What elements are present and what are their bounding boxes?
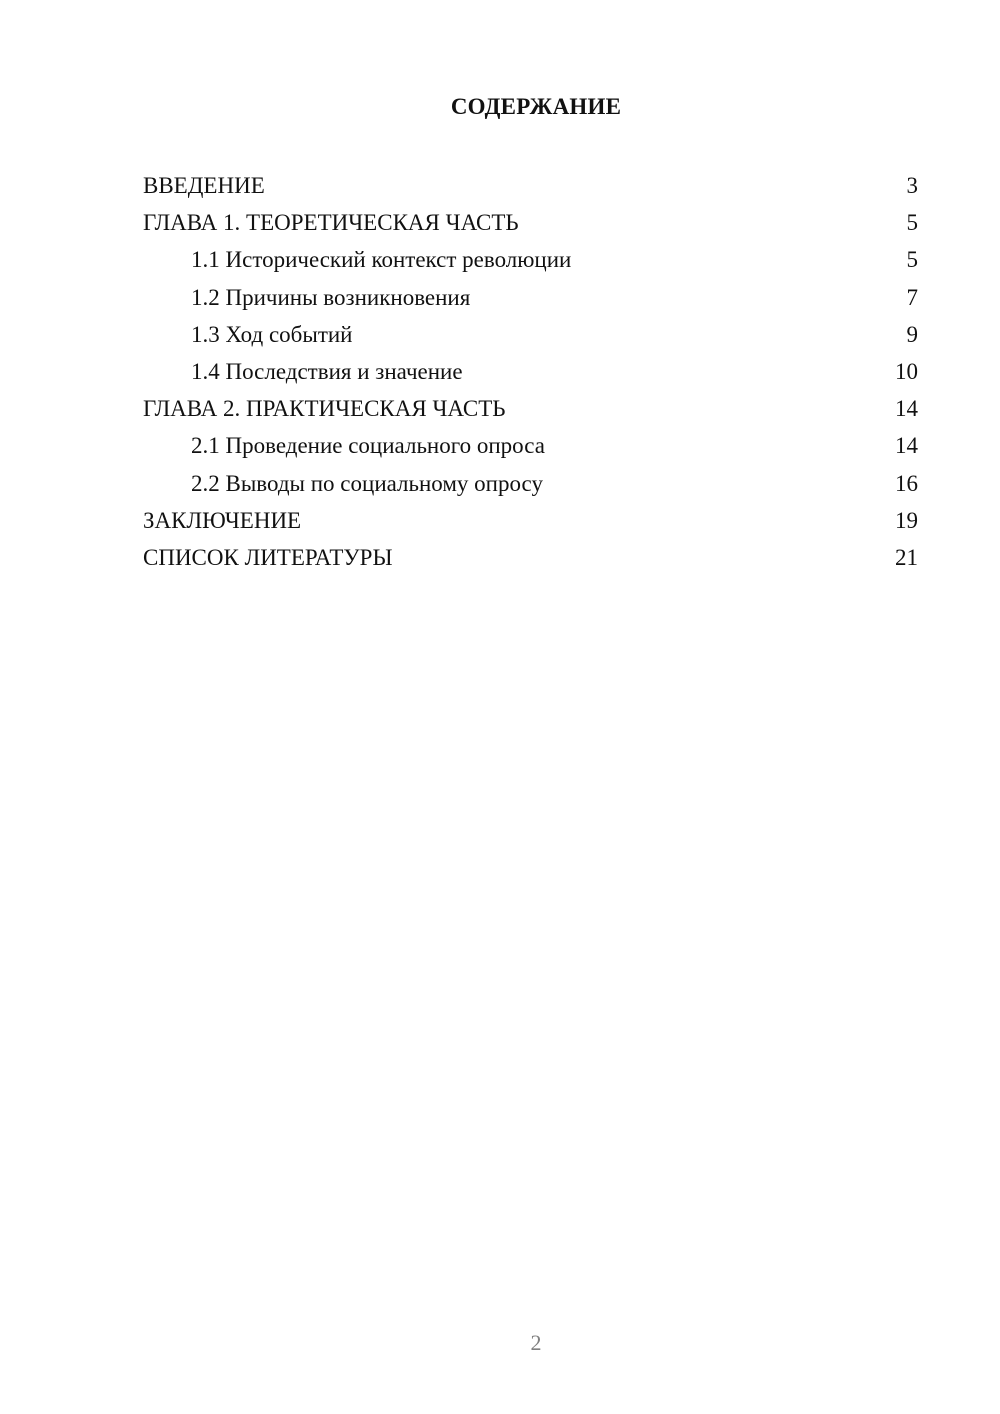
toc-entry-section-2-1 — [143, 427, 918, 464]
toc-title: СОДЕРЖАНИЕ — [450, 94, 622, 119]
toc-entry-page: 19 — [895, 507, 918, 533]
toc-entry-conclusion — [143, 502, 918, 539]
toc-entry-label: 1.2 Причины возникновения — [191, 284, 471, 310]
toc-entry-bibliography — [143, 539, 918, 576]
toc-entry-label: СПИСОК ЛИТЕРАТУРЫ — [143, 544, 393, 570]
toc-entry-label: 1.4 Последствия и значение — [191, 358, 463, 384]
toc-entry-introduction — [143, 167, 918, 204]
toc-entry-section-1-2 — [143, 279, 918, 316]
toc-entry-label: 1.1 Исторический контекст революции — [191, 247, 572, 273]
toc-entry-chapter-2 — [143, 390, 918, 427]
toc-entry-section-1-4 — [143, 353, 918, 390]
toc-entry-page: 9 — [906, 321, 918, 347]
toc-entry-label: ГЛАВА 2. ПРАКТИЧЕСКАЯ ЧАСТЬ — [143, 396, 506, 422]
toc-entry-page: 5 — [906, 247, 918, 273]
toc-entry-page: 7 — [906, 284, 918, 310]
toc-entry-page: 16 — [895, 470, 918, 496]
table-of-contents — [143, 167, 918, 576]
toc-entry-page: 10 — [895, 358, 918, 384]
toc-entry-page: 14 — [895, 396, 918, 422]
toc-entry-label: 1.3 Ход событий — [191, 321, 353, 347]
toc-entry-label: ЗАКЛЮЧЕНИЕ — [143, 507, 302, 533]
toc-entry-label: ВВЕДЕНИЕ — [143, 173, 265, 198]
toc-entry-label: 2.2 Выводы по социальному опросу — [191, 470, 543, 496]
toc-entry-page: 5 — [906, 210, 918, 236]
toc-entry-label: 2.1 Проведение социального опроса — [191, 433, 545, 459]
toc-entry-chapter-1 — [143, 204, 918, 241]
toc-entry-section-1-3 — [143, 316, 918, 353]
page-number: 2 — [530, 1330, 542, 1355]
toc-entry-section-2-2 — [143, 465, 918, 502]
toc-entry-label: ГЛАВА 1. ТЕОРЕТИЧЕСКАЯ ЧАСТЬ — [143, 210, 519, 236]
toc-entry-page: 3 — [906, 173, 918, 198]
toc-entry-page: 21 — [895, 544, 918, 570]
toc-entry-section-1-1 — [143, 241, 918, 278]
toc-entry-page: 14 — [895, 433, 918, 459]
